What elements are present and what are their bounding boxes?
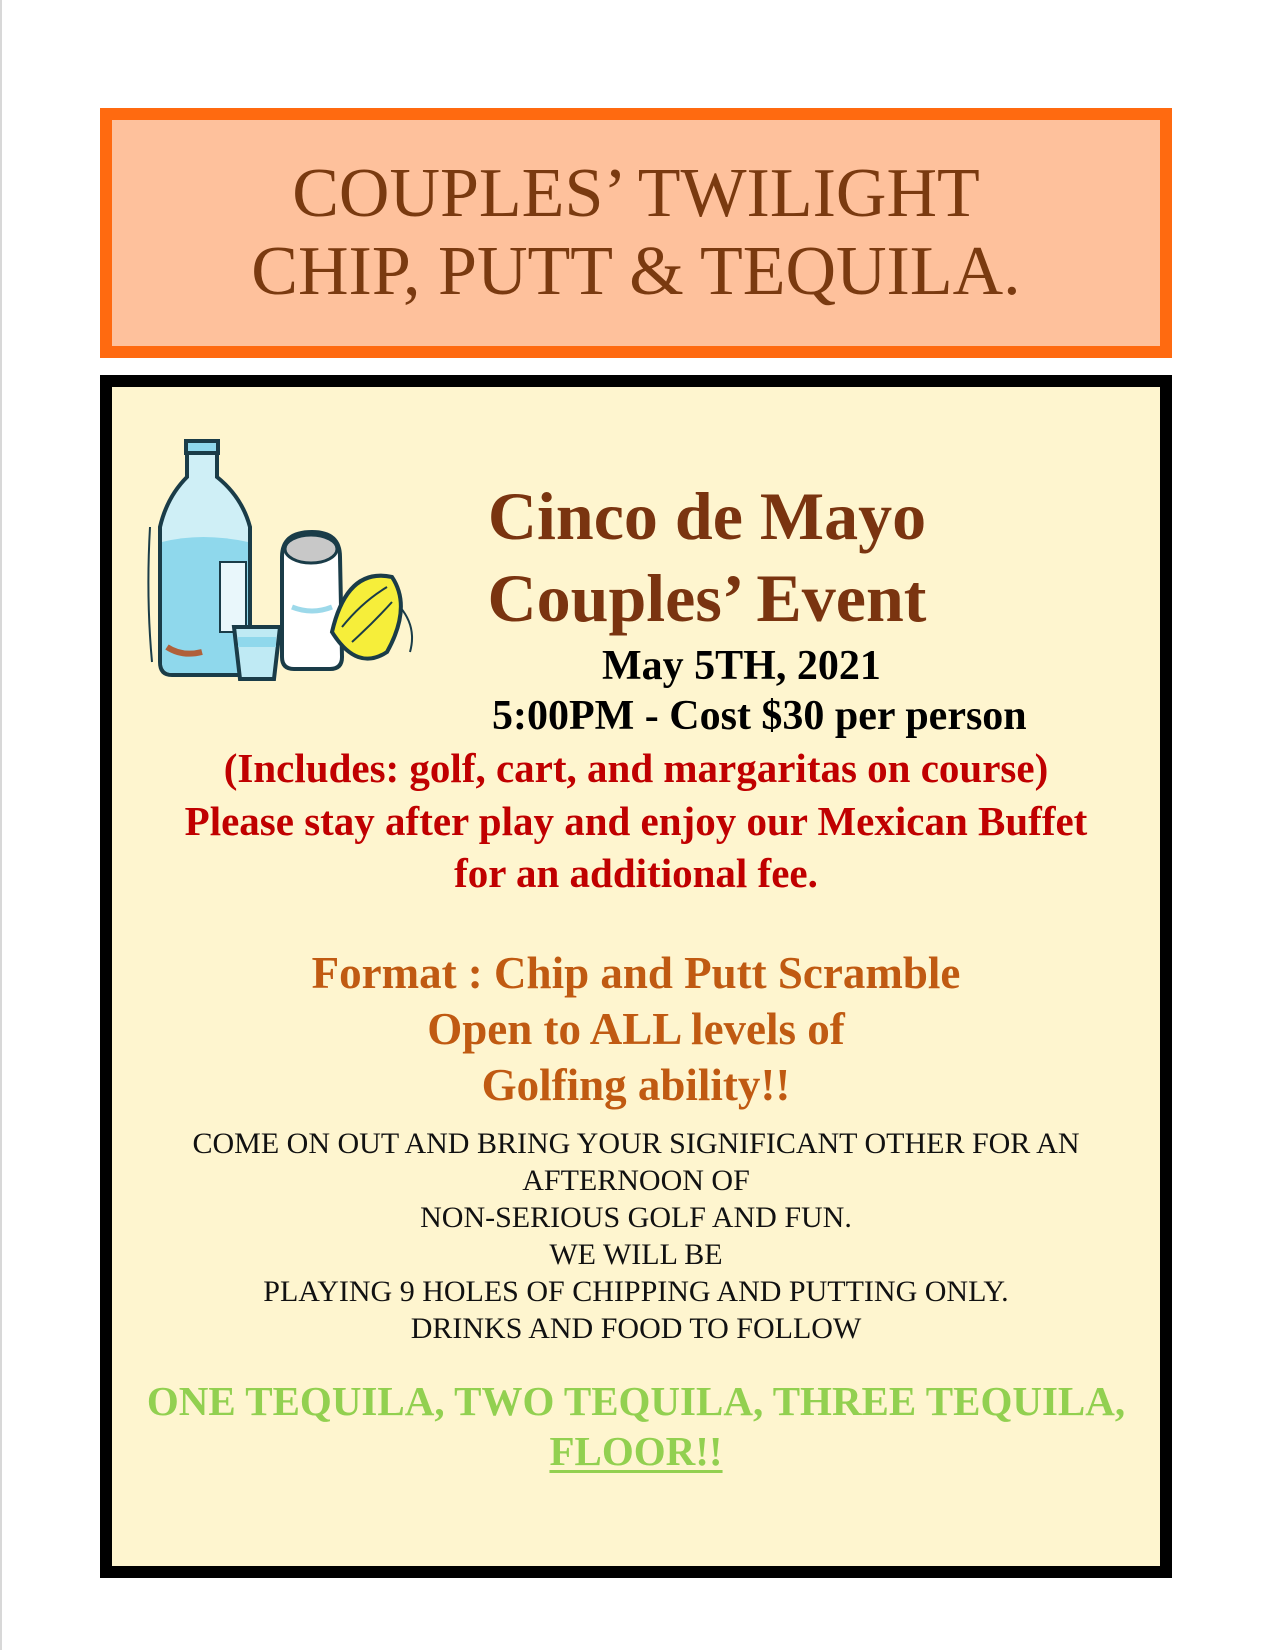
event-title-line-2: Couples’ Event	[487, 560, 927, 636]
slogan-line-1: ONE TEQUILA, TWO TEQUILA, THREE TEQUILA,	[146, 1378, 1126, 1424]
description-line-4: WE WILL BE	[549, 1238, 723, 1271]
shot-glass-icon	[234, 627, 280, 679]
description-line-2: AFTERNOON OF	[522, 1164, 750, 1197]
buffet-text-line-2: for an additional fee.	[454, 850, 818, 896]
lemon-wedge-icon	[332, 576, 412, 659]
salt-shaker-icon	[282, 532, 342, 669]
title-line-1: COUPLES’ TWILIGHT	[292, 155, 980, 232]
event-title-line-1: Cinco de Mayo	[487, 478, 927, 554]
page-edge	[0, 0, 2, 1650]
description-line-5: PLAYING 9 HOLES OF CHIPPING AND PUTTING ONLY.	[263, 1275, 1009, 1308]
description-line-6: DRINKS AND FOOD TO FOLLOW	[410, 1312, 862, 1345]
tequila-clipart-icon	[142, 437, 427, 687]
includes-text: (Includes: golf, cart, and margaritas on course)	[223, 745, 1049, 791]
event-time-cost: 5:00PM - Cost $30 per person	[492, 693, 1027, 739]
event-date: May 5TH, 2021	[602, 643, 881, 689]
format-line-1: Format : Chip and Putt Scramble	[311, 948, 961, 998]
format-line-3: Golfing ability!!	[481, 1060, 791, 1110]
event-details-box	[100, 375, 1172, 1578]
buffet-text-line-1: Please stay after play and enjoy our Mexican Buffet	[184, 798, 1088, 844]
description-line-1: COME ON OUT AND BRING YOUR SIGNIFICANT OTHER FOR AN	[192, 1127, 1080, 1160]
slogan-line-2: FLOOR!!	[549, 1428, 723, 1474]
title-banner	[100, 108, 1172, 358]
format-line-2: Open to ALL levels of	[427, 1004, 845, 1054]
title-line-2: CHIP, PUTT & TEQUILA.	[251, 233, 1021, 310]
description-line-3: NON-SERIOUS GOLF AND FUN.	[420, 1201, 852, 1234]
